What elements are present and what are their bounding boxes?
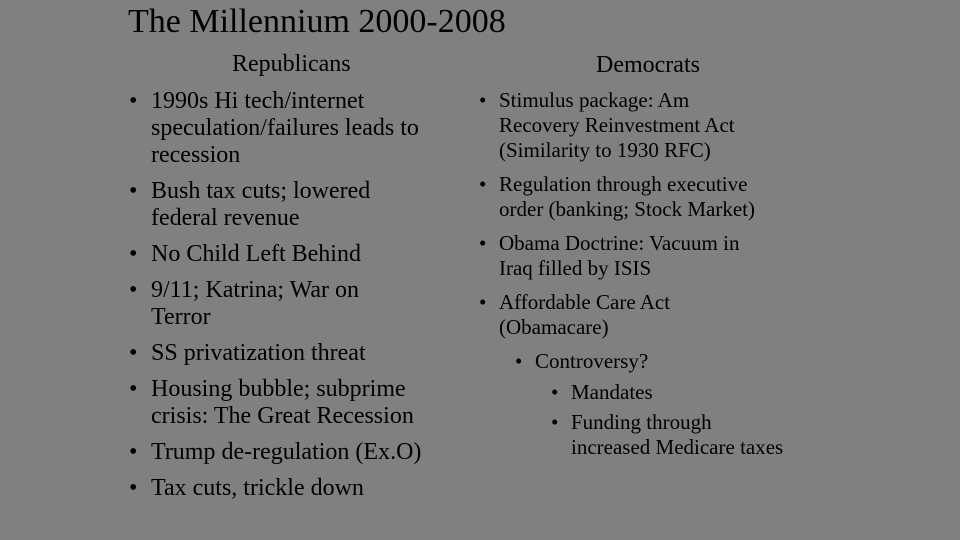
list-item-text: Regulation through executive order (banking; Stock Market) (499, 172, 756, 221)
list-item-text: Housing bubble; subprime crisis: The Great Recession (151, 376, 414, 429)
list-item-text: Obama Doctrine: Vacuum in Iraq filled by ISIS (499, 231, 740, 280)
list-item-text: 9/11; Katrina; War on Terror (151, 277, 360, 330)
sub-sub-list-item-text: Funding through increased Medicare taxes (571, 410, 784, 459)
bullet: • (129, 376, 138, 402)
list-item-text: Affordable Care Act (Obamacare) (499, 290, 671, 339)
bullet: • (479, 172, 487, 196)
list-item (479, 172, 819, 222)
bullet: • (129, 88, 138, 114)
list-item (479, 231, 819, 281)
bullet: • (129, 475, 138, 501)
sub-sub-list-item (551, 410, 819, 460)
list-item (129, 340, 471, 367)
democrats-heading: Democrats (596, 52, 700, 78)
sub-list-item (515, 349, 819, 374)
list-item (479, 88, 819, 163)
list-item (129, 277, 471, 331)
republicans-list (129, 88, 471, 511)
slide-title: The Millennium 2000-2008 (128, 3, 506, 40)
list-item (129, 88, 471, 169)
list-item (479, 290, 819, 340)
bullet: • (129, 241, 138, 267)
bullet: • (551, 410, 559, 434)
list-item-text: No Child Left Behind (151, 241, 361, 267)
sub-list-item-text: Controversy? (535, 349, 649, 373)
bullet: • (129, 277, 138, 303)
bullet: • (515, 349, 523, 373)
bullet: • (479, 231, 487, 255)
bullet: • (551, 380, 559, 404)
sub-sub-list-item (551, 380, 819, 405)
list-item (129, 439, 471, 466)
list-item (129, 178, 471, 232)
democrats-list (479, 88, 819, 465)
list-item (129, 475, 471, 502)
bullet: • (129, 178, 138, 204)
bullet: • (479, 290, 487, 314)
list-item (129, 241, 471, 268)
list-item-text: Stimulus package: Am Recovery Reinvestment Act (Similarity to 1930 RFC) (499, 88, 735, 162)
list-item-text: Trump de-regulation (Ex.O) (151, 439, 422, 465)
bullet: • (129, 340, 138, 366)
bullet: • (129, 439, 138, 465)
list-item-text: 1990s Hi tech/internet speculation/failures leads to recession (151, 88, 419, 168)
republicans-heading: Republicans (232, 51, 351, 77)
sub-sub-list-item-text: Mandates (571, 380, 653, 404)
bullet: • (479, 88, 487, 112)
list-item-text: Bush tax cuts; lowered federal revenue (151, 178, 371, 231)
list-item-text: SS privatization threat (151, 340, 366, 366)
list-item (129, 376, 471, 430)
list-item-text: Tax cuts, trickle down (151, 475, 364, 501)
